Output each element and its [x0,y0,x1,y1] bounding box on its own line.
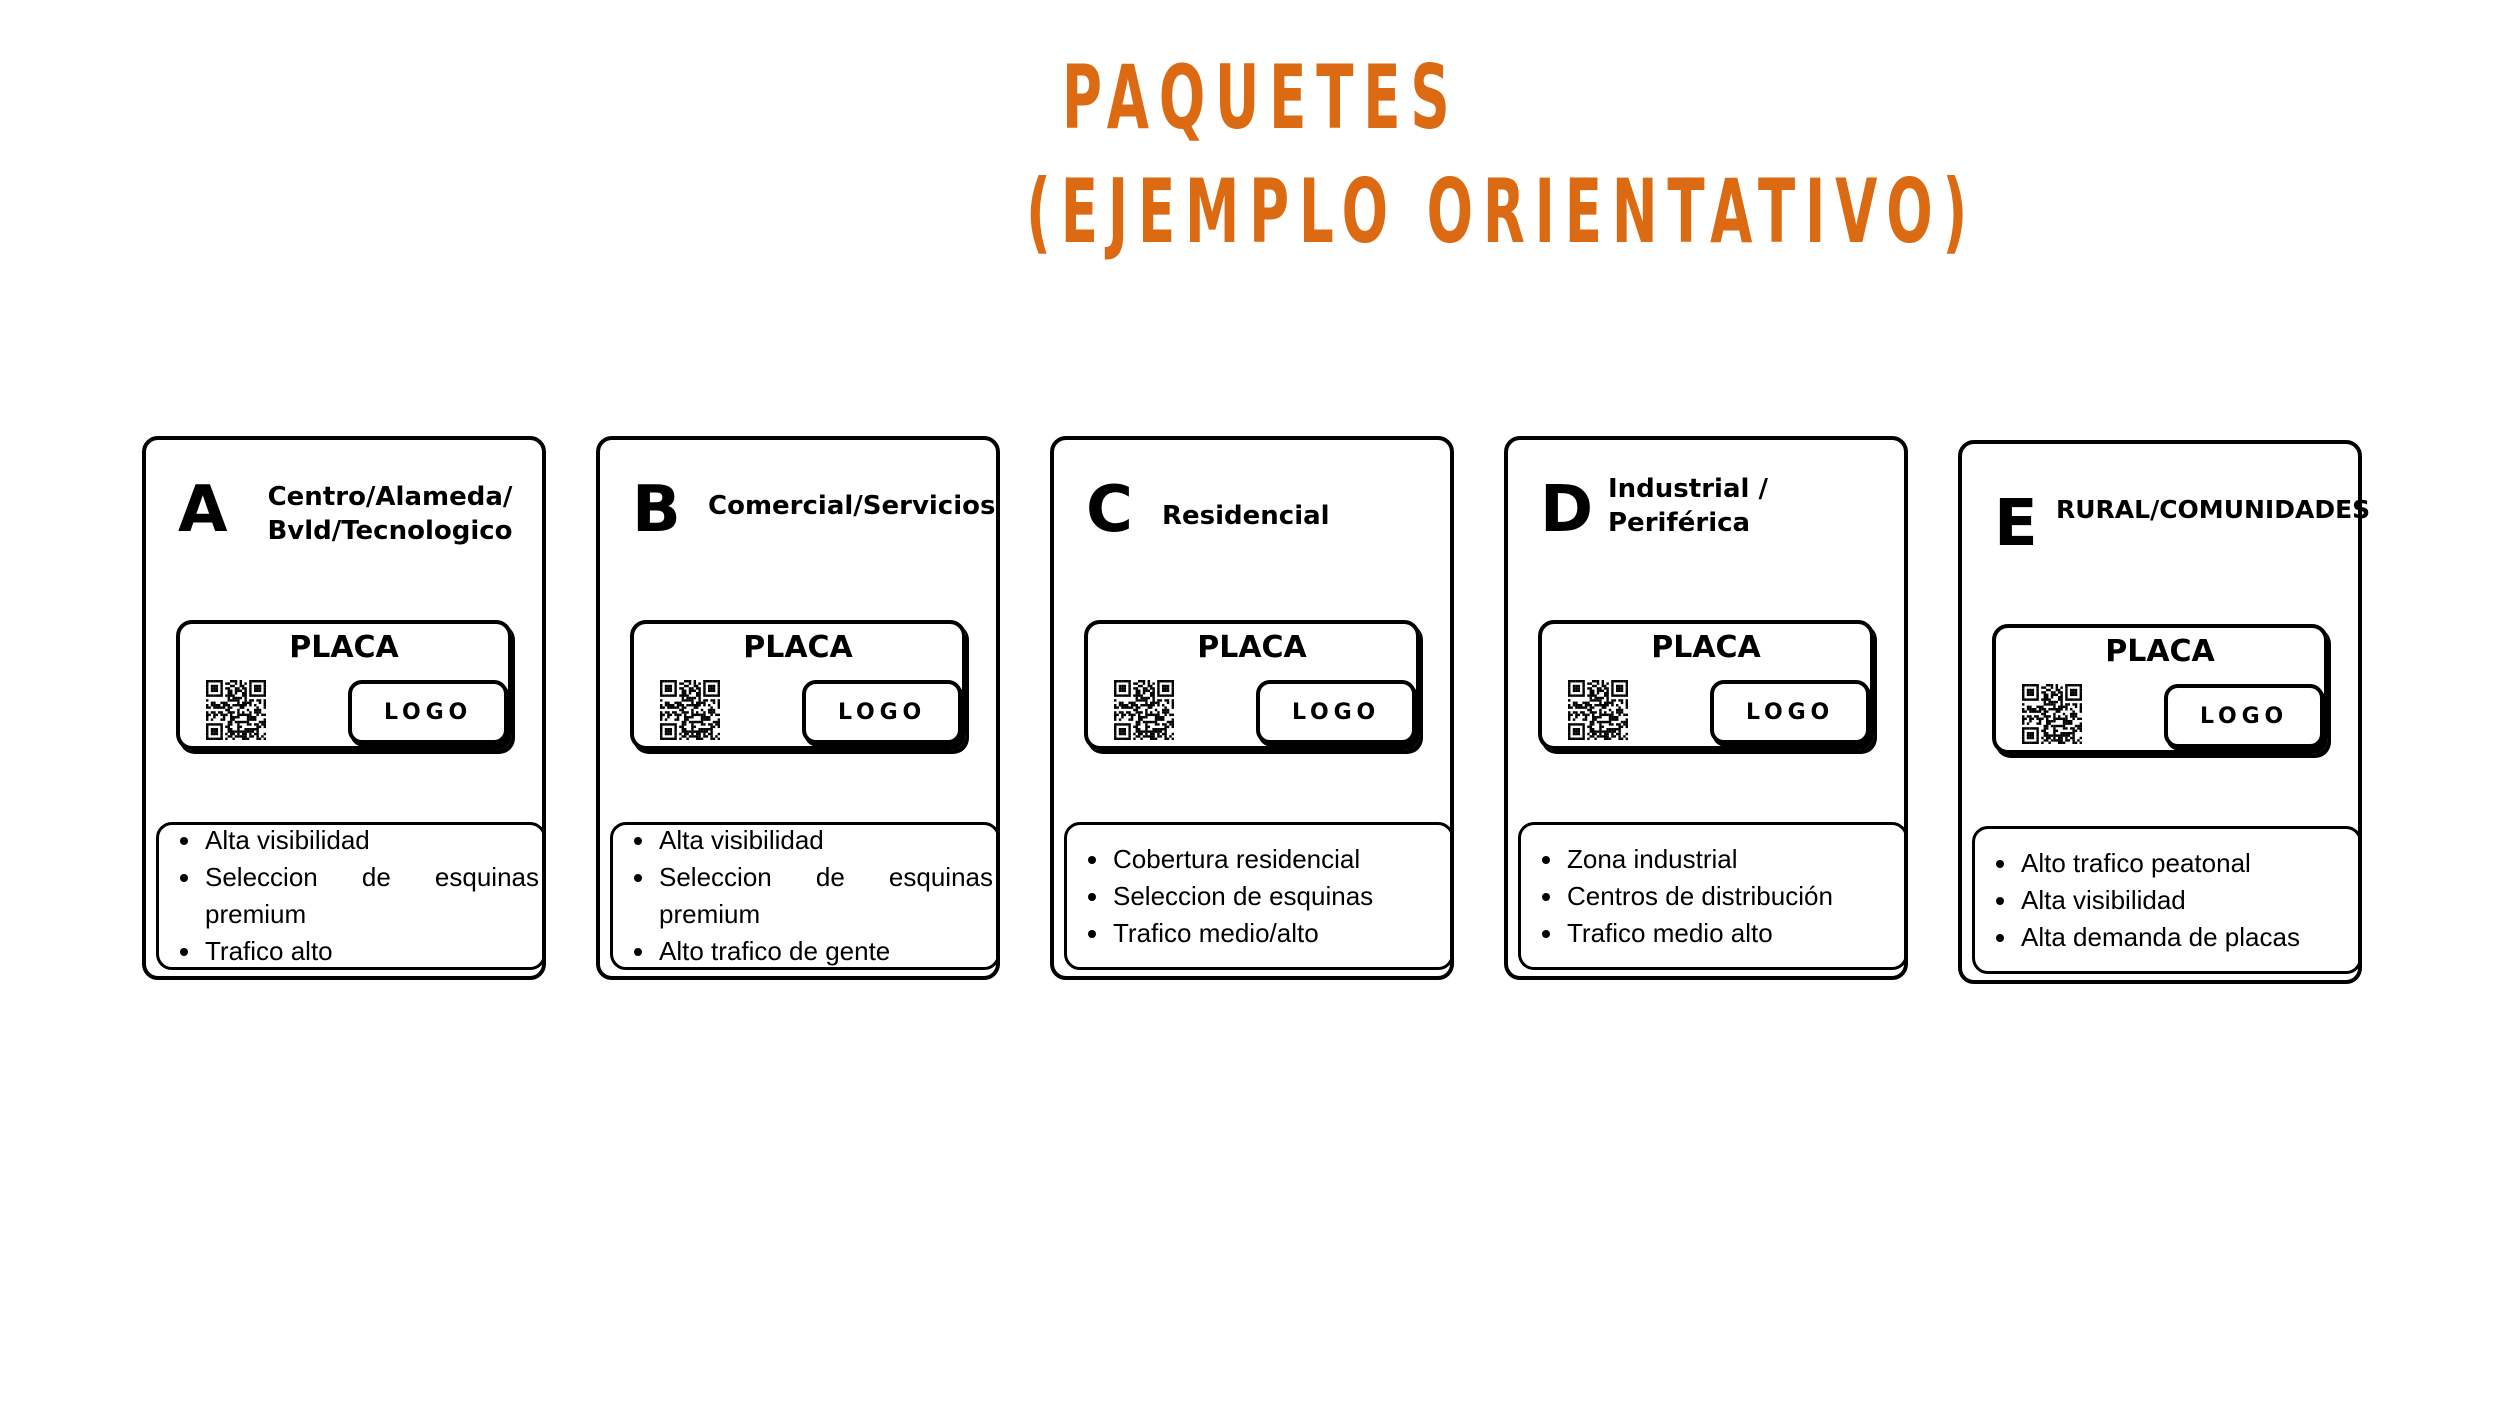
feature-item: • Alta demanda de placas [2019,919,2359,956]
feature-item: • Trafico medio alto [1565,915,1905,952]
plate-mockup [630,620,966,750]
qr-code-icon [206,680,266,740]
package-zone-heading: Industrial / Periférica [1608,474,1768,538]
package-letter: B [632,473,681,547]
logo-placeholder: LOGO [1710,680,1870,744]
feature-item: • Seleccion de esquinas premium [203,859,539,933]
package-letter: D [1540,473,1594,547]
plate-label: PLACA [1651,630,1761,665]
logo-placeholder: LOGO [2164,684,2324,748]
features-box [1064,822,1454,970]
plate-mockup [1084,620,1420,750]
feature-item: • Alto trafico de gente [657,933,993,970]
package-letter: A [178,473,228,547]
qr-code-icon [660,680,720,740]
page-subtitle: (EJEMPLO ORIENTATIVO) [1026,160,1978,263]
package-card-d [1504,436,1908,980]
features-list [1067,841,1451,952]
page-title: PAQUETES [1062,46,1460,149]
logo-placeholder: LOGO [802,680,962,744]
features-box [156,822,546,970]
package-card-c [1050,436,1454,980]
package-card-a [142,436,546,980]
feature-item: • Seleccion de esquinas [1111,878,1451,915]
plate-label: PLACA [289,630,399,665]
feature-item: • Centros de distribución [1565,878,1905,915]
package-zone-heading: RURAL/COMUNIDADES [2056,495,2371,524]
package-letter: E [1994,487,2038,561]
plate-mockup [1992,624,2328,754]
package-card-e [1958,440,2371,984]
feature-item: • Seleccion de esquinas premium [657,859,993,933]
features-list [1975,845,2359,956]
feature-item: • Alta visibilidad [657,822,993,859]
package-zone-heading: Residencial [1162,501,1330,531]
plate-label: PLACA [1197,630,1307,665]
plate-label: PLACA [2105,634,2215,669]
plate-mockup [176,620,512,750]
features-box [1972,826,2362,974]
plate-mockup [1538,620,1874,750]
plate-label: PLACA [743,630,853,665]
feature-item: • Trafico alto [203,933,539,970]
qr-code-icon [2022,684,2082,744]
package-zone-heading: Centro/Alameda/ Bvld/Tecnologico [267,482,513,546]
qr-code-icon [1114,680,1174,740]
feature-item: • Alta visibilidad [2019,882,2359,919]
logo-placeholder: LOGO [348,680,508,744]
feature-item: • Alta visibilidad [203,822,539,859]
features-list [1521,841,1905,952]
package-letter: C [1086,473,1133,547]
logo-placeholder: LOGO [1256,680,1416,744]
features-list [159,822,539,970]
feature-item: • Trafico medio/alto [1111,915,1451,952]
feature-item: • Alto trafico peatonal [2019,845,2359,882]
package-zone-heading: Comercial/Servicios [708,491,996,521]
features-box [1518,822,1908,970]
qr-code-icon [1568,680,1628,740]
feature-item: • Cobertura residencial [1111,841,1451,878]
features-box [610,822,1000,970]
feature-item: • Zona industrial [1565,841,1905,878]
features-list [613,822,993,970]
package-card-b [596,436,1000,980]
